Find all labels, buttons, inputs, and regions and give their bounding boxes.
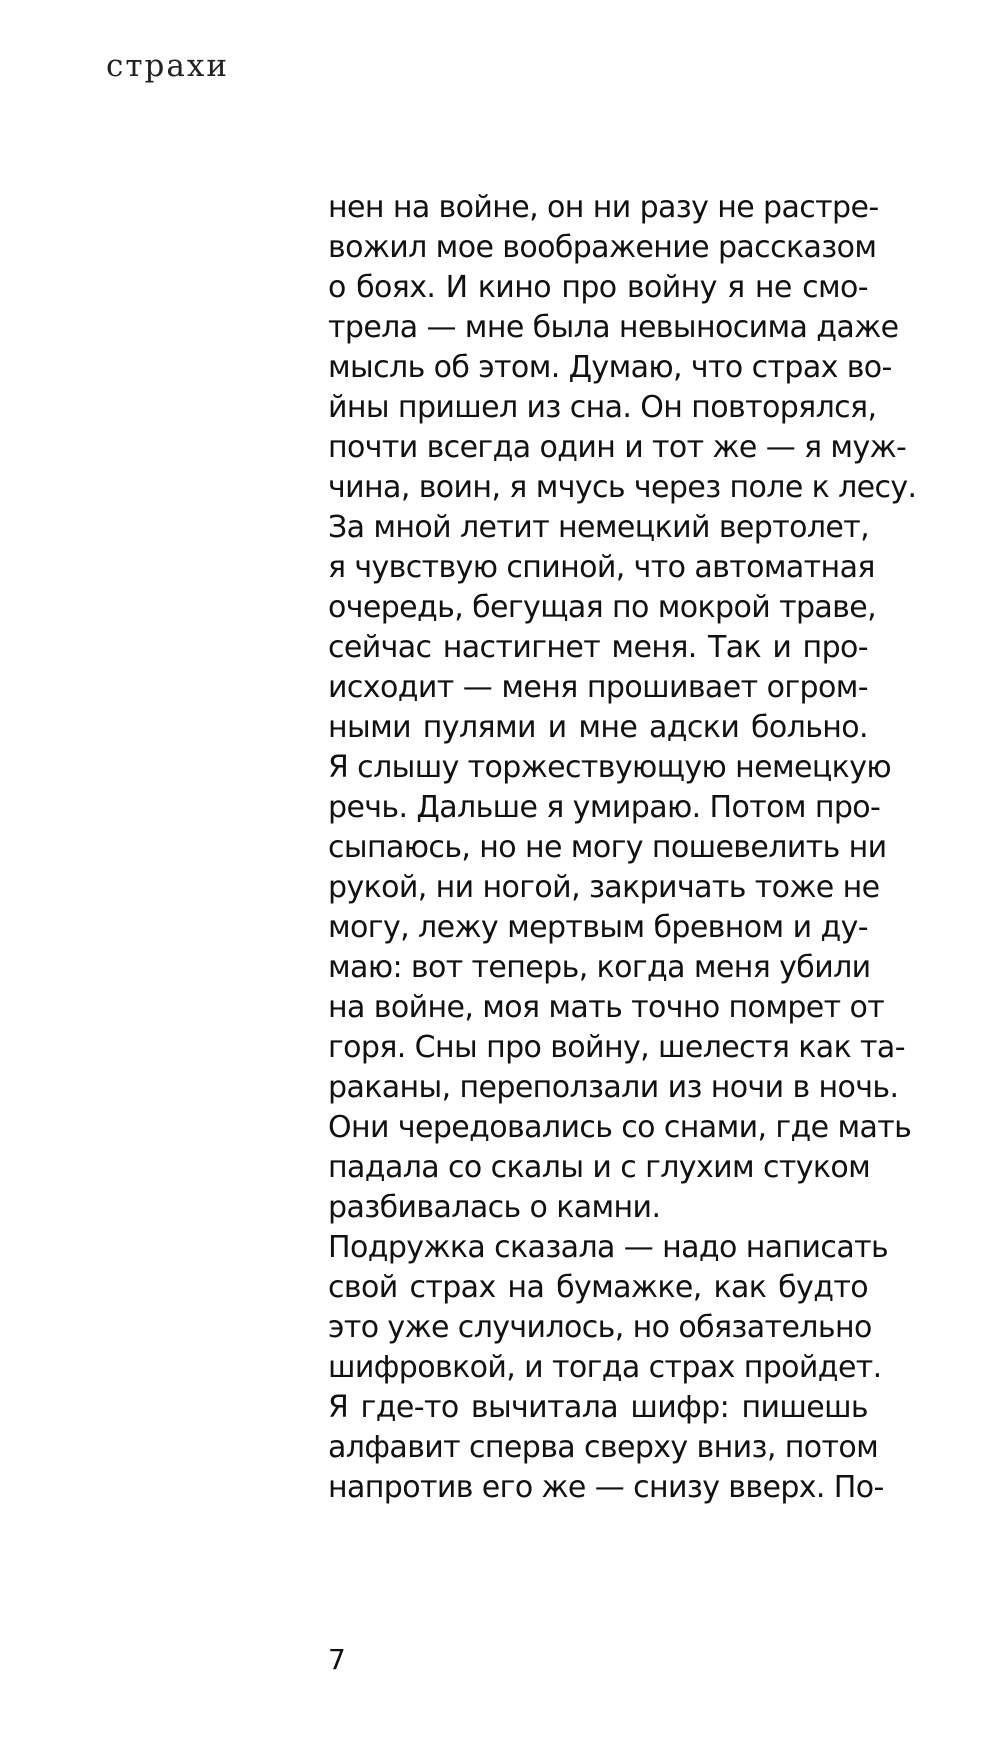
text-line: ными пулями и мне адски больно. (328, 710, 868, 745)
text-line: я чувствую спиной, что автоматная (328, 550, 875, 585)
text-line: Подружка сказала — надо написать (328, 1230, 889, 1265)
text-line: мысль об этом. Думаю, что страх во- (328, 350, 892, 385)
text-line: исходит — меня прошивает огром- (328, 670, 868, 705)
text-line: йны пришел из сна. Он повторялся, (328, 390, 877, 425)
text-line: чина, воин, я мчусь через поле к лесу. (328, 470, 917, 505)
text-line: почти всегда один и тот же — я муж- (328, 430, 907, 465)
page-number: 7 (328, 1643, 346, 1676)
text-line: сыпаюсь, но не могу пошевелить ни (328, 830, 887, 865)
text-line: сейчас настигнет меня. Так и про- (328, 630, 868, 665)
text-line: нен на войне, он ни разу не растре- (328, 190, 879, 225)
text-line: очередь, бегущая по мокрой траве, (328, 590, 877, 625)
text-line: падала со скалы и с глухим стуком (328, 1150, 871, 1185)
body-text (328, 188, 917, 1508)
text-line: речь. Дальше я умираю. Потом про- (328, 790, 881, 825)
text-line: Они чередовались со снами, где мать (328, 1110, 912, 1145)
paragraph-last-line: разбивалась о камни. (328, 1190, 661, 1225)
text-line: За мной летит немецкий вертолет, (328, 510, 870, 545)
running-head: страхи (106, 48, 229, 84)
text-line: вожил мое воображение рассказом (328, 230, 877, 265)
text-line: раканы, переползали из ночи в ночь. (328, 1070, 899, 1105)
text-line: Я где-то вычитала шифр: пишешь (328, 1390, 868, 1425)
text-line: шифровкой, и тогда страх пройдет. (328, 1350, 882, 1385)
text-line: могу, лежу мертвым бревном и ду- (328, 910, 868, 945)
text-line: трела — мне была невыносима даже (328, 310, 899, 345)
text-line: о боях. И кино про войну я не смо- (328, 270, 868, 305)
text-line: на войне, моя мать точно помрет от (328, 990, 885, 1025)
text-line: Я слышу торжествующую немецкую (328, 750, 892, 785)
text-line: маю: вот теперь, когда меня убили (328, 950, 871, 985)
text-line: это уже случилось, но обязательно (328, 1310, 872, 1345)
text-line: рукой, ни ногой, закричать тоже не (328, 870, 880, 905)
text-line: свой страх на бумажке, как будто (328, 1270, 868, 1305)
text-line: алфавит сперва сверху вниз, потом (328, 1430, 879, 1465)
text-line: горя. Сны про войну, шелестя как та- (328, 1030, 905, 1065)
text-line: напротив его же — снизу вверх. По- (328, 1470, 884, 1505)
